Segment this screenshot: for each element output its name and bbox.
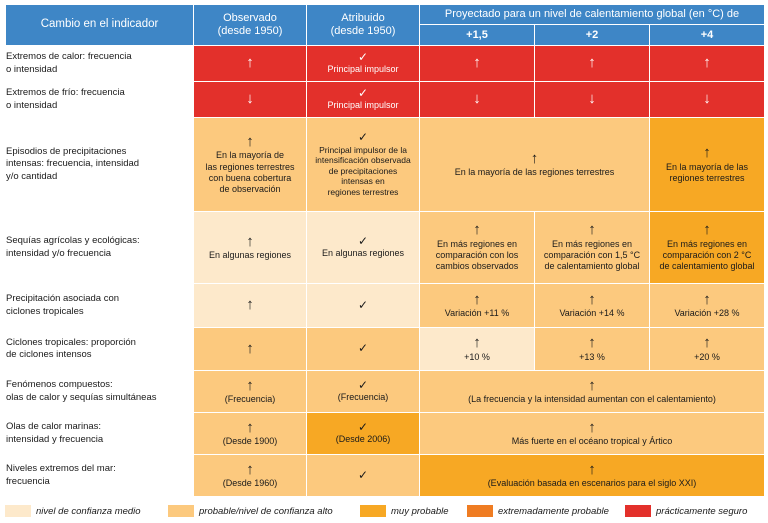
- cell-projected: [420, 413, 765, 455]
- checkmark-icon: ✓: [357, 130, 369, 145]
- cell-observed: [194, 82, 307, 118]
- row-label: Precipitación asociada con ciclones tropicales: [6, 284, 194, 328]
- cell-attributed: [307, 328, 420, 371]
- cell-text: En la mayoría de las regiones terrestres: [454, 167, 615, 178]
- cell-observed: [194, 371, 307, 413]
- cell-text: En la mayoría de las regiones terrestres con buena cobertura de observación: [205, 150, 295, 194]
- cell-proj-2: [535, 82, 650, 118]
- checkmark-icon: ✓: [357, 341, 369, 356]
- row-label: Extremos de frío: frecuencia o intensidad: [6, 82, 194, 118]
- header-level-2: +2: [535, 25, 650, 46]
- arrow-up-icon: ↑: [473, 54, 481, 72]
- arrow-up-icon: ↑: [246, 296, 254, 314]
- row-label: Extremos de calor: frecuencia o intensidad: [6, 46, 194, 82]
- cell-proj-1-5: [420, 328, 535, 371]
- arrow-down-icon: ↓: [703, 90, 711, 108]
- legend-item: [467, 503, 609, 519]
- cell-proj-4: [650, 284, 765, 328]
- legend-item: [168, 503, 333, 519]
- cell-proj-2: [535, 284, 650, 328]
- table-row: [6, 455, 765, 497]
- cell-text: Variación +14 %: [559, 308, 625, 319]
- legend-label: extremadamente probable: [498, 505, 609, 517]
- row-label: Niveles extremos del mar: frecuencia: [6, 455, 194, 497]
- cell-text: Principal impulsor de la intensificación observada de precipitaciones intensas en regiones terrestres: [315, 144, 411, 198]
- checkmark-icon: ✓: [357, 234, 369, 249]
- cell-attributed: [307, 413, 420, 455]
- cell-observed: [194, 413, 307, 455]
- arrow-up-icon: ↑: [703, 54, 711, 72]
- cell-proj-2: [535, 328, 650, 371]
- arrow-up-icon: ↑: [246, 376, 254, 394]
- cell-text: +10 %: [464, 351, 490, 362]
- arrow-down-icon: ↓: [588, 90, 596, 108]
- legend-label: nivel de confianza medio: [36, 505, 141, 517]
- arrow-up-icon: ↑: [473, 334, 481, 352]
- cell-text: En algunas regiones: [208, 250, 292, 261]
- arrow-up-icon: ↑: [588, 334, 596, 352]
- cell-proj-4: [650, 212, 765, 284]
- legend-label: probable/nivel de confianza alto: [199, 505, 333, 517]
- table-row: [6, 118, 765, 212]
- checkmark-icon: ✓: [357, 420, 369, 435]
- cell-observed: [194, 284, 307, 328]
- cell-proj-2: [535, 46, 650, 82]
- arrow-up-icon: ↑: [473, 290, 481, 308]
- cell-text: (Desde 1900): [222, 436, 278, 447]
- arrow-up-icon: ↑: [588, 460, 596, 478]
- legend-label: muy probable: [391, 505, 449, 517]
- header-indicator: Cambio en el indicador: [6, 5, 194, 46]
- cell-text: (La frecuencia y la intensidad aumentan con el calentamiento): [468, 394, 716, 405]
- checkmark-icon: ✓: [357, 467, 369, 482]
- legend-swatch: [5, 505, 31, 517]
- row-label: Episodios de precipitaciones intensas: frecuencia, intensidad y/o cantidad: [6, 118, 194, 212]
- legend-item: [5, 503, 141, 519]
- cell-observed: [194, 328, 307, 371]
- cell-proj-1-5: [420, 284, 535, 328]
- cell-text: (Evaluación basada en escenarios para el siglo XXI): [487, 478, 697, 489]
- checkmark-icon: ✓: [357, 378, 369, 393]
- cell-text: +13 %: [579, 351, 605, 362]
- legend-swatch: [360, 505, 386, 517]
- legend-item: [625, 503, 747, 519]
- cell-attributed: [307, 455, 420, 497]
- header-level-1-5: +1,5: [420, 25, 535, 46]
- cell-observed: [194, 212, 307, 284]
- cell-proj-4: [650, 46, 765, 82]
- cell-text: En algunas regiones: [321, 248, 405, 259]
- cell-observed: [194, 118, 307, 212]
- header-level-4: +4: [650, 25, 765, 46]
- cell-text: Variación +28 %: [674, 308, 740, 319]
- arrow-up-icon: ↑: [530, 149, 539, 167]
- table-row: [6, 371, 765, 413]
- arrow-up-icon: ↑: [703, 221, 711, 239]
- table-row: [6, 284, 765, 328]
- cell-observed: [194, 455, 307, 497]
- cell-proj-1-5-2: [420, 118, 650, 212]
- cell-proj-4: [650, 328, 765, 371]
- arrow-up-icon: ↑: [246, 339, 254, 357]
- cell-proj-1-5: [420, 212, 535, 284]
- cell-projected: [420, 455, 765, 497]
- arrow-up-icon: ↑: [703, 290, 711, 308]
- arrow-up-icon: ↑: [473, 221, 481, 239]
- row-label: Ciclones tropicales: proporción de ciclones intensos: [6, 328, 194, 371]
- cell-text: En más regiones en comparación con 1,5 °C de calentamiento global: [543, 238, 641, 272]
- cell-proj-1-5: [420, 82, 535, 118]
- arrow-up-icon: ↑: [246, 460, 254, 478]
- arrow-up-icon: ↑: [703, 334, 711, 352]
- checkmark-icon: ✓: [357, 86, 369, 101]
- legend: [5, 503, 765, 519]
- cell-proj-4: [650, 118, 765, 212]
- header-attributed: Atribuido (desde 1950): [307, 5, 420, 46]
- legend-swatch: [625, 505, 651, 517]
- row-label: Olas de calor marinas: intensidad y frecuencia: [6, 413, 194, 455]
- cell-attributed: [307, 46, 420, 82]
- cell-text: Variación +11 %: [444, 308, 510, 319]
- arrow-up-icon: ↑: [246, 132, 254, 150]
- cell-text: (Frecuencia): [224, 394, 276, 405]
- row-label: Sequías agrícolas y ecológicas: intensidad y/o frecuencia: [6, 212, 194, 284]
- arrow-up-icon: ↑: [703, 144, 711, 161]
- cell-proj-4: [650, 82, 765, 118]
- cell-attributed: [307, 118, 420, 212]
- checkmark-icon: ✓: [357, 297, 369, 312]
- cell-text: Más fuerte en el océano tropical y Ártico: [511, 436, 673, 447]
- cell-attributed: [307, 284, 420, 328]
- legend-swatch: [168, 505, 194, 517]
- cell-text: En la mayoría de las regiones terrestres: [665, 161, 749, 183]
- legend-item: [360, 503, 449, 519]
- arrow-up-icon: ↑: [588, 418, 596, 436]
- row-label: Fenómenos compuestos: olas de calor y sequías simultáneas: [6, 371, 194, 413]
- indicator-table: [5, 4, 765, 497]
- table-row: [6, 46, 765, 82]
- cell-text: +20 %: [694, 351, 720, 362]
- cell-text: (Desde 1960): [222, 478, 278, 489]
- cell-proj-2: [535, 212, 650, 284]
- cell-attributed: [307, 371, 420, 413]
- cell-attributed: [307, 212, 420, 284]
- cell-text: Principal impulsor: [327, 64, 399, 75]
- arrow-down-icon: ↓: [473, 90, 481, 108]
- cell-text: (Frecuencia): [337, 392, 389, 403]
- table-row: [6, 82, 765, 118]
- cell-proj-1-5: [420, 46, 535, 82]
- arrow-up-icon: ↑: [588, 290, 596, 308]
- legend-label: prácticamente seguro: [656, 505, 748, 517]
- arrow-down-icon: ↓: [246, 90, 254, 108]
- cell-text: En más regiones en comparación con los cambios observados: [435, 238, 519, 272]
- header-projected: Proyectado para un nivel de calentamiento global (en °C) de: [420, 5, 765, 25]
- checkmark-icon: ✓: [357, 50, 369, 65]
- arrow-up-icon: ↑: [246, 54, 254, 72]
- cell-text: Principal impulsor: [327, 100, 399, 111]
- cell-text: (Desde 2006): [335, 434, 391, 445]
- table-row: [6, 413, 765, 455]
- cell-attributed: [307, 82, 420, 118]
- cell-projected: [420, 371, 765, 413]
- arrow-up-icon: ↑: [246, 418, 254, 436]
- arrow-up-icon: ↑: [246, 232, 254, 250]
- arrow-up-icon: ↑: [588, 376, 596, 394]
- table-row: [6, 328, 765, 371]
- header-observed: Observado (desde 1950): [194, 5, 307, 46]
- arrow-up-icon: ↑: [588, 54, 596, 72]
- arrow-up-icon: ↑: [588, 221, 596, 239]
- cell-text: En más regiones en comparación con 2 °C de calentamiento global: [659, 238, 755, 272]
- legend-swatch: [467, 505, 493, 517]
- table-row: [6, 212, 765, 284]
- cell-observed: [194, 46, 307, 82]
